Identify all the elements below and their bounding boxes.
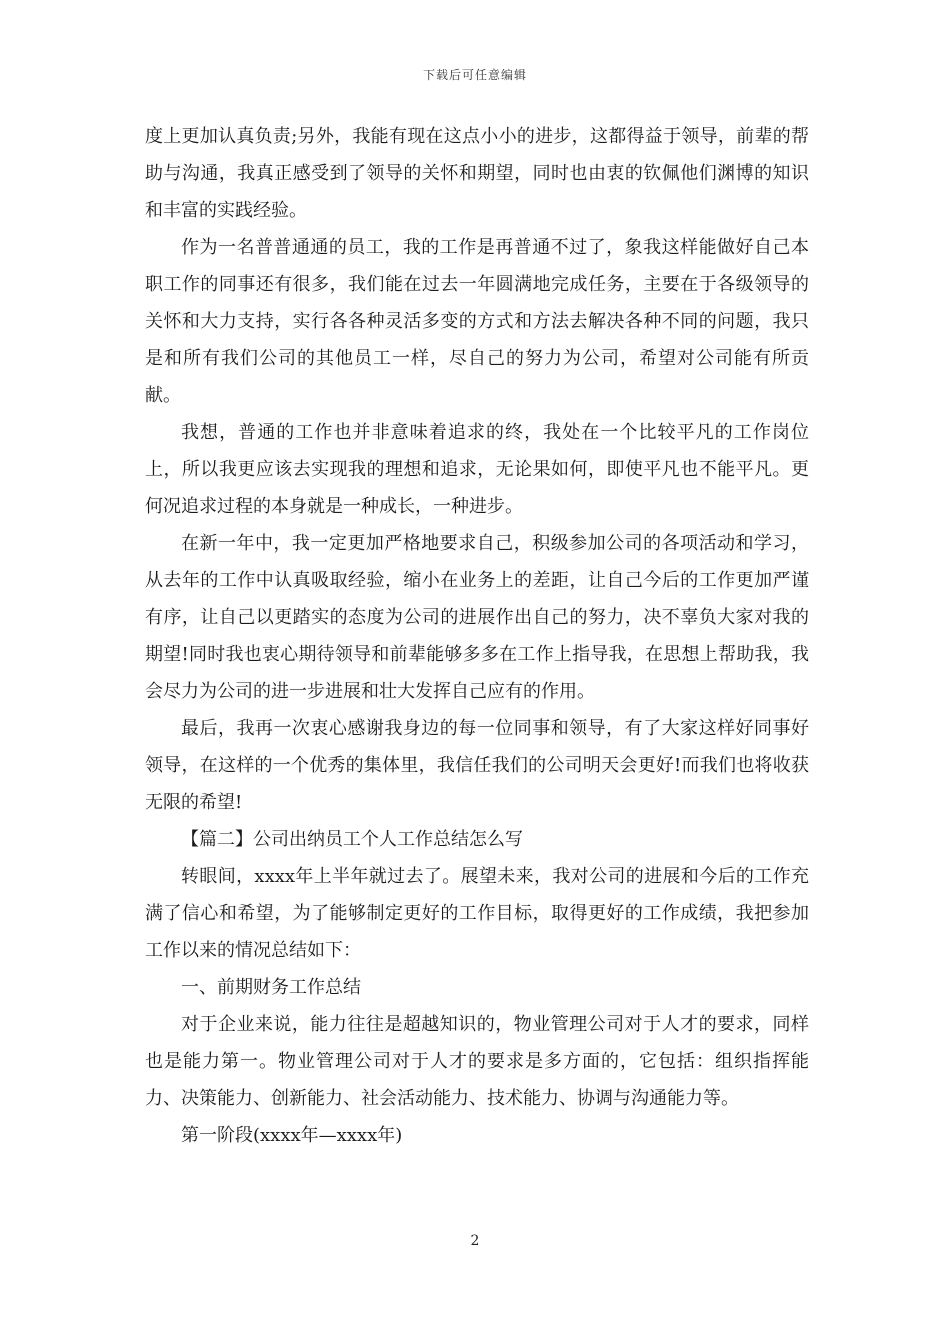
section-heading: 【篇二】公司出纳员工个人工作总结怎么写: [181, 829, 523, 850]
paragraph-continuation: 度上更加认真负责;另外，我能有现在这点小小的进步，这都得益于领导，前辈的帮助与沟通，我真正感受到了领导的关怀和期望，同时也由衷的钦佩他们渊博的知识和丰富的实践经验。: [145, 126, 809, 221]
page-header: 下载后可任意编辑: [422, 68, 527, 82]
document-body: [145, 118, 809, 1154]
paragraph: 最后，我再一次衷心感谢我身边的每一位同事和领导，有了大家这样好同事好领导，在这样的一个优秀的集体里，我信任我们的公司明天会更好!而我们也将收获无限的希望!: [145, 718, 809, 813]
stage-heading: 第一阶段(xxxx年—xxxx年): [181, 1125, 403, 1146]
paragraph: 在新一年中，我一定更加严格地要求自己，积级参加公司的各项活动和学习，从去年的工作中认真吸取经验，缩小在业务上的差距，让自己今后的工作更加严谨有序，让自己以更踏实的态度为公司的进展作出自己的努力，决不辜负大家对我的期望!同时我也衷心期待领导和前辈能够多多在工作上指导我，在思想上帮助我，我会尽力为公司的进一步进展和壮大发挥自己应有的作用。: [145, 533, 809, 702]
paragraph: 我想，普通的工作也并非意味着追求的终，我处在一个比较平凡的工作岗位上，所以我更应该去实现我的理想和追求，无论果如何，即使平凡也不能平凡。更何况追求过程的本身就是一种成长，一种进步。: [145, 422, 809, 517]
paragraph: 对于企业来说，能力往往是超越知识的，物业管理公司对于人才的要求，同样也是能力第一。物业管理公司对于人才的要求是多方面的，它包括：组织指挥能力、决策能力、创新能力、社会活动能力、技术能力、协调与沟通能力等。: [145, 1014, 809, 1109]
paragraph: 转眼间，xxxx年上半年就过去了。展望未来，我对公司的进展和今后的工作充满了信心和希望，为了能够制定更好的工作目标，取得更好的工作成绩，我把参加工作以来的情况总结如下：: [145, 866, 809, 961]
subsection-heading: 一、前期财务工作总结: [181, 977, 361, 998]
page-number: 2: [470, 1233, 480, 1249]
paragraph: 作为一名普普通通的员工，我的工作是再普通不过了，象我这样能做好自己本职工作的同事还有很多，我们能在过去一年圆满地完成任务，主要在于各级领导的关怀和大力支持，实行各各种灵活多变的方式和方法去解决各种不同的问题，我只是和所有我们公司的其他员工一样，尽自己的努力为公司，希望对公司能有所贡献。: [145, 237, 809, 406]
